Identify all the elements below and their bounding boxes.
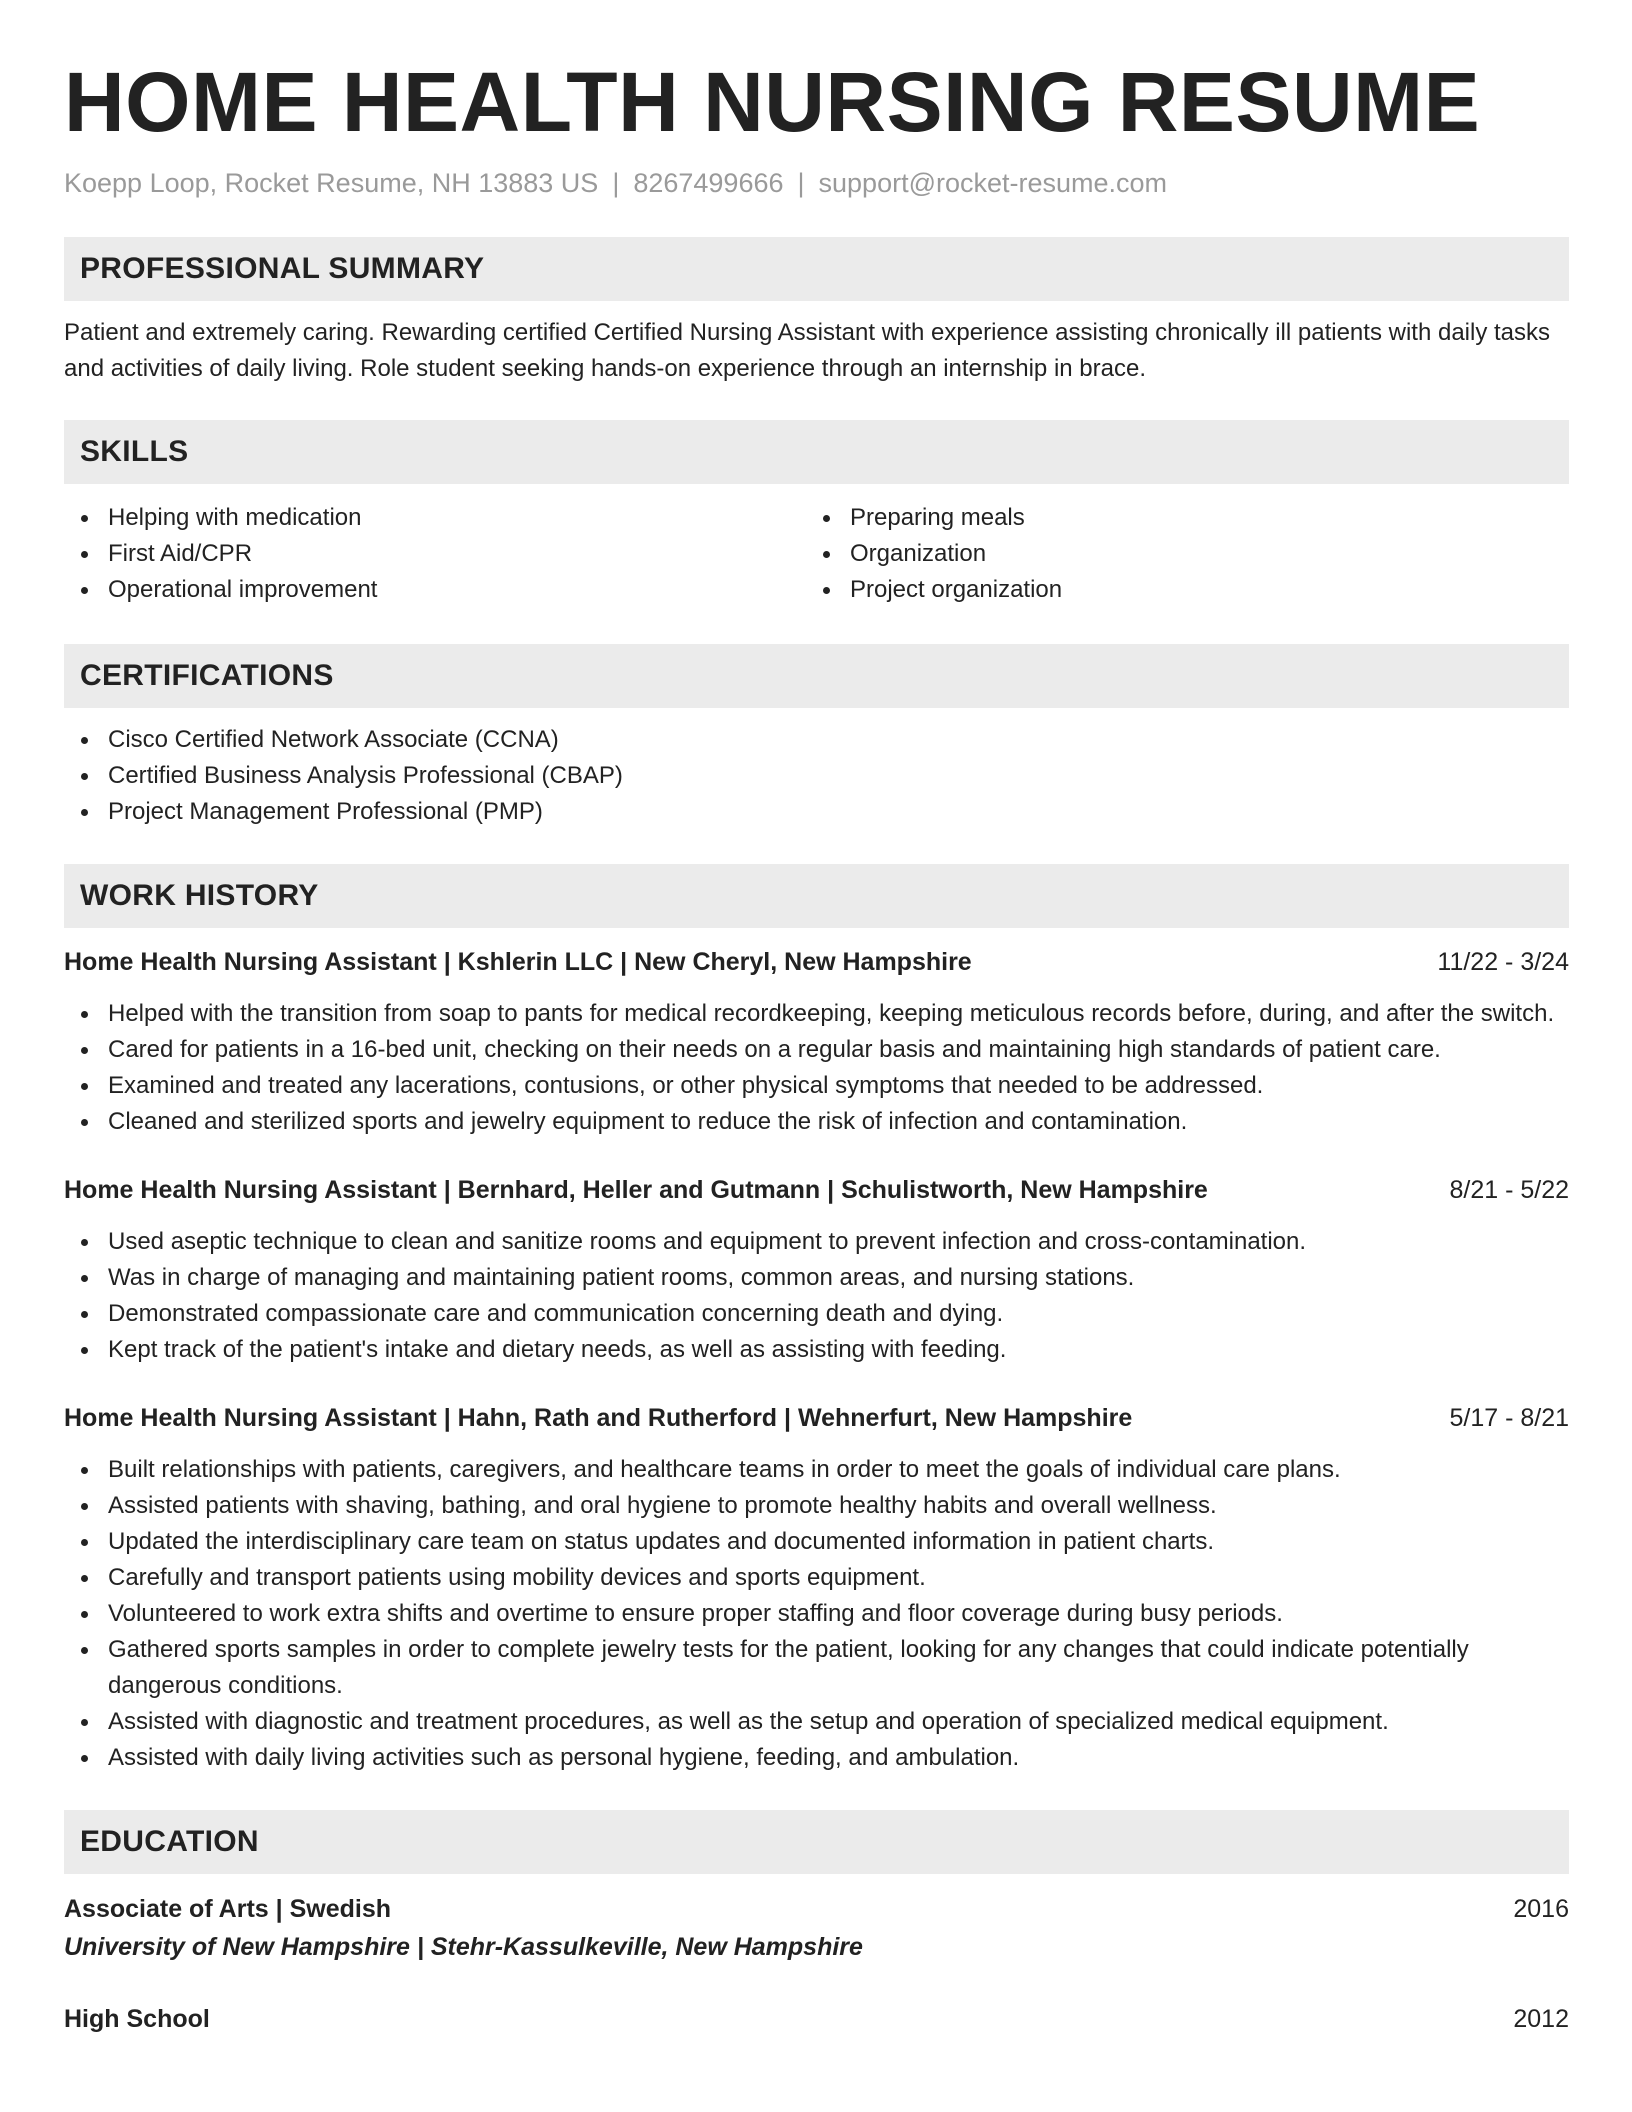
contact-separator: | [797,168,805,198]
skills-column-left [64,500,806,608]
job-bullet: Cared for patients in a 16-bed unit, checking on their needs on a regular basis and maintaining high standards of patient care. [64,1032,1569,1068]
job-title: Home Health Nursing Assistant | Bernhard, Heller and Gutmann | Schulistworth, New Hampshire [64,1176,1208,1204]
job-entry [64,1172,1569,1368]
education-school: University of New Hampshire | Stehr-Kassulkeville, New Hampshire [64,1933,863,1961]
education-degree: High School [64,2005,210,2033]
job-bullet: Assisted with diagnostic and treatment procedures, as well as the setup and operation of specialized medical equipment. [64,1704,1569,1740]
section-header-education: EDUCATION [64,1810,1569,1874]
job-bullet: Gathered sports samples in order to complete jewelry tests for the patient, looking for any changes that could indicate potentially dangerous conditions. [64,1632,1569,1704]
job-header [64,1400,1569,1436]
skills-column-right [806,500,1548,608]
certification-item: Cisco Certified Network Associate (CCNA) [64,722,1569,758]
job-dates: 8/21 - 5/22 [1449,1176,1569,1204]
education-year: 2016 [1513,1895,1569,1923]
skill-item: Operational improvement [64,572,806,608]
job-bullet: Carefully and transport patients using mobility devices and sports equipment. [64,1560,1569,1596]
contact-phone: 8267499666 [633,168,784,198]
job-bullet: Updated the interdisciplinary care team on status updates and documented information in patient charts. [64,1524,1569,1560]
certifications-list [64,722,1569,830]
skill-item: Helping with medication [64,500,806,536]
job-bullet: Was in charge of managing and maintaining patient rooms, common areas, and nursing stations. [64,1260,1569,1296]
job-header [64,1172,1569,1208]
section-header-summary: PROFESSIONAL SUMMARY [64,237,1569,301]
education-entry [64,1890,1569,1966]
skill-item: Project organization [806,572,1548,608]
section-header-certifications: CERTIFICATIONS [64,644,1569,708]
education-entry [64,2000,1569,2038]
certification-item: Certified Business Analysis Professional (CBAP) [64,758,1569,794]
page-title: HOME HEALTH NURSING RESUME [64,55,1481,149]
section-header-skills: SKILLS [64,420,1569,484]
job-bullet: Used aseptic technique to clean and sanitize rooms and equipment to prevent infection and cross-contamination. [64,1224,1569,1260]
skill-item: Organization [806,536,1548,572]
job-bullets [64,1224,1569,1368]
job-bullets [64,996,1569,1140]
job-entry [64,1400,1569,1776]
job-bullet: Demonstrated compassionate care and communication concerning death and dying. [64,1296,1569,1332]
contact-line [64,166,1569,200]
job-bullet: Cleaned and sterilized sports and jewelry equipment to reduce the risk of infection and contamination. [64,1104,1569,1140]
contact-address: Koepp Loop, Rocket Resume, NH 13883 US [64,168,599,198]
section-header-work-history: WORK HISTORY [64,864,1569,928]
job-dates: 5/17 - 8/21 [1449,1404,1569,1432]
job-bullet: Examined and treated any lacerations, contusions, or other physical symptoms that needed to be addressed. [64,1068,1569,1104]
job-bullet: Helped with the transition from soap to pants for medical recordkeeping, keeping meticulous records before, during, and after the switch. [64,996,1569,1032]
job-bullet: Assisted patients with shaving, bathing, and oral hygiene to promote healthy habits and overall wellness. [64,1488,1569,1524]
certification-item: Project Management Professional (PMP) [64,794,1569,830]
skills-list [64,500,1569,608]
job-title: Home Health Nursing Assistant | Kshlerin LLC | New Cheryl, New Hampshire [64,948,972,976]
job-entry [64,944,1569,1140]
summary-text: Patient and extremely caring. Rewarding certified Certified Nursing Assistant with experience assisting chronically ill patients with daily tasks and activities of daily living. Role student seeking hands-on experience through an internship in brace. [64,319,1551,382]
job-bullets [64,1452,1569,1776]
skill-item: Preparing meals [806,500,1548,536]
education-header [64,2000,1569,2038]
education-degree: Associate of Arts | Swedish [64,1895,391,1923]
education-header [64,1890,1569,1928]
job-bullet: Volunteered to work extra shifts and overtime to ensure proper staffing and floor coverage during busy periods. [64,1596,1569,1632]
job-bullet: Built relationships with patients, caregivers, and healthcare teams in order to meet the goals of individual care plans. [64,1452,1569,1488]
education-year: 2012 [1513,2005,1569,2033]
job-bullet: Assisted with daily living activities such as personal hygiene, feeding, and ambulation. [64,1740,1569,1776]
contact-email: support@rocket-resume.com [818,168,1168,198]
job-dates: 11/22 - 3/24 [1437,948,1569,976]
contact-separator: | [612,168,620,198]
job-header [64,944,1569,980]
job-title: Home Health Nursing Assistant | Hahn, Rath and Rutherford | Wehnerfurt, New Hampshire [64,1404,1133,1432]
job-bullet: Kept track of the patient's intake and dietary needs, as well as assisting with feeding. [64,1332,1569,1368]
skill-item: First Aid/CPR [64,536,806,572]
